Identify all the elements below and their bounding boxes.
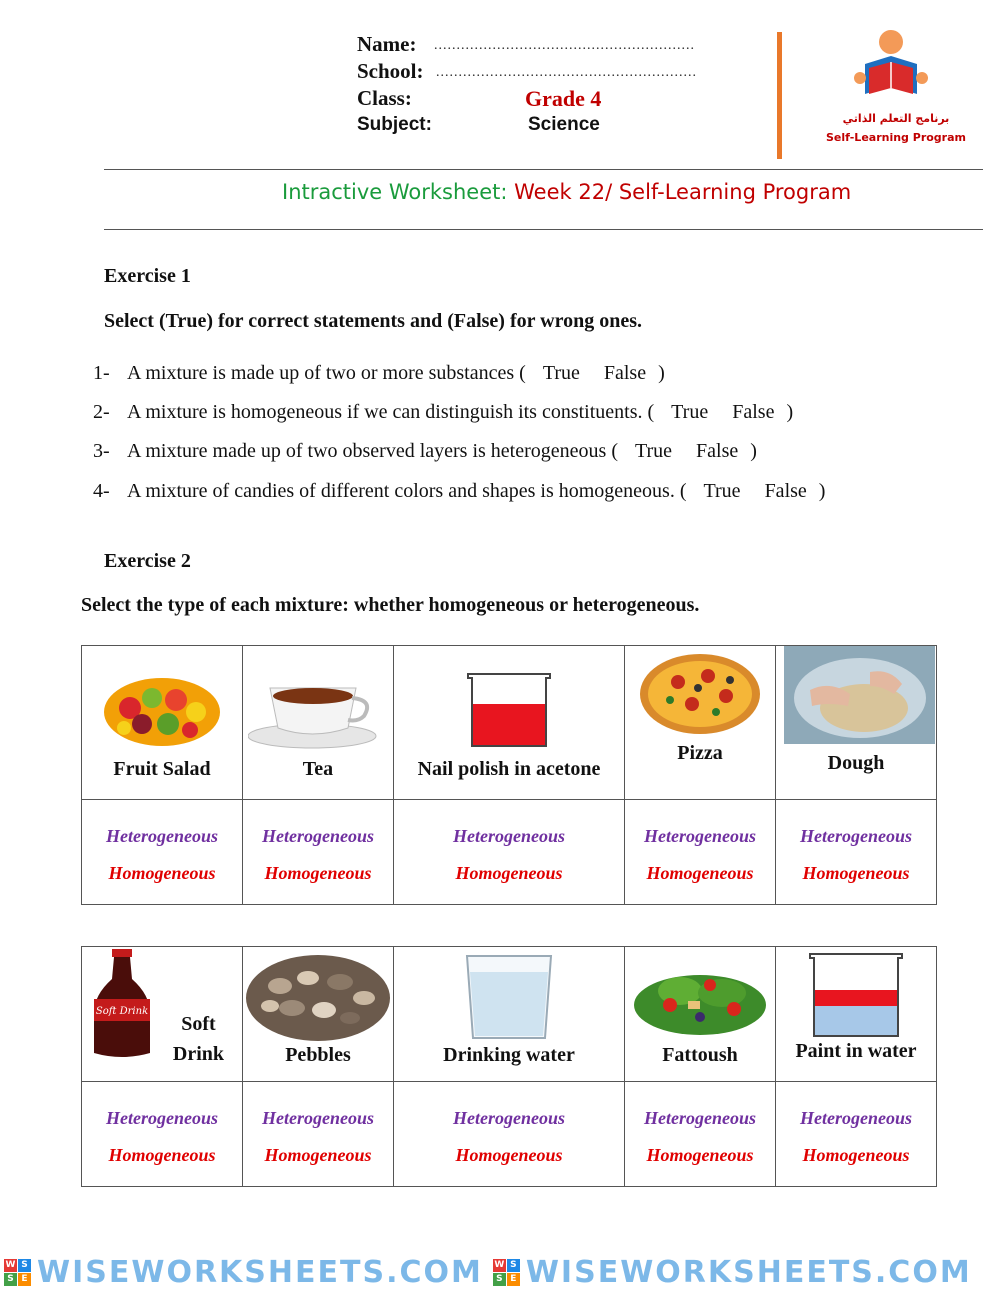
statement-3: 3- A mixture made up of two observed layers is heterogeneous ( True False ) (93, 440, 757, 462)
caption-fruit-salad: Fruit Salad (113, 758, 211, 780)
cell-paint-in-water (776, 947, 937, 1082)
statement-2: 2- A mixture is homogeneous if we can distinguish its constituents. ( True False ) (93, 401, 794, 423)
choice-drinking-water (394, 1082, 625, 1187)
school-label: School: (357, 59, 424, 83)
cell-fruit-salad (82, 646, 243, 800)
exercise1-instruction: Select (True) for correct statements and (False) for wrong ones. (104, 310, 643, 332)
reader-icon (838, 28, 948, 108)
bottle-label: Soft Drink (95, 1006, 149, 1017)
statement-4-true[interactable]: True (703, 480, 741, 502)
cell-fattoush (625, 947, 776, 1082)
fattoush-image (630, 955, 770, 1039)
bottom-rule (104, 229, 983, 230)
fruit-salad-image (102, 670, 222, 750)
watermark-text-2: WISEWORKSHEETS.COM (525, 1254, 972, 1290)
banner-part2: Week 22/ Self-Learning Program (514, 180, 852, 204)
caption-fattoush: Fattoush (662, 1044, 738, 1066)
pebbles-heterogeneous[interactable]: Heterogeneous (262, 1108, 374, 1128)
pizza-image (638, 652, 762, 736)
statement-1: 1- A mixture is made up of two or more substances ( True False ) (93, 362, 665, 384)
school-field[interactable]: .......................................................... (436, 65, 697, 80)
mixture-table-2 (81, 946, 937, 1187)
exercise2-title: Exercise 2 (104, 550, 191, 572)
choice-paint-in-water (776, 1082, 937, 1187)
choice-pebbles (243, 1082, 394, 1187)
logo-arabic: برنامج التعلم الذاتي (842, 112, 950, 125)
paint-in-water-heterogeneous[interactable]: Heterogeneous (800, 1108, 912, 1128)
caption-soft-drink: Soft Drink (172, 1013, 224, 1065)
choice-soft-drink (82, 1082, 243, 1187)
watermark-text-1: WISEWORKSHEETS.COM (37, 1254, 483, 1290)
fattoush-homogeneous[interactable]: Homogeneous (646, 1145, 754, 1165)
statement-1-true[interactable]: True (542, 362, 580, 384)
choice-pizza (625, 800, 776, 905)
choice-fattoush (625, 1082, 776, 1187)
mixture-table-1 (81, 645, 937, 905)
fruit-salad-heterogeneous[interactable]: Heterogeneous (106, 826, 218, 846)
exercise1-title: Exercise 1 (104, 265, 191, 287)
drinking-water-homogeneous[interactable]: Homogeneous (455, 1145, 563, 1165)
statement-4-false[interactable]: False (764, 480, 807, 502)
fattoush-heterogeneous[interactable]: Heterogeneous (644, 1108, 756, 1128)
exercise2-instruction: Select the type of each mixture: whether homogeneous or heterogeneous. (81, 594, 700, 616)
cell-nail-polish (394, 646, 625, 800)
drinking-water-heterogeneous[interactable]: Heterogeneous (453, 1108, 565, 1128)
tea-heterogeneous[interactable]: Heterogeneous (262, 826, 374, 846)
class-label: Class: (357, 86, 412, 110)
choice-tea (243, 800, 394, 905)
nail-polish-heterogeneous[interactable]: Heterogeneous (453, 826, 565, 846)
statement-2-true[interactable]: True (671, 401, 709, 423)
watermark-badge-icon: W S S E (4, 1259, 31, 1286)
caption-drinking-water: Drinking water (443, 1044, 575, 1066)
caption-pizza: Pizza (677, 742, 723, 764)
caption-paint-in-water: Paint in water (795, 1040, 917, 1062)
statement-3-false[interactable]: False (696, 440, 739, 462)
caption-tea: Tea (302, 758, 334, 780)
statement-4: 4- A mixture of candies of different colors and shapes is homogeneous. ( True False ) (93, 480, 826, 502)
fruit-salad-homogeneous[interactable]: Homogeneous (108, 863, 216, 883)
subject-value: Science (528, 114, 600, 135)
statement-3-true[interactable]: True (634, 440, 673, 462)
caption-dough: Dough (827, 752, 885, 774)
logo-text: Self-Learning Program (826, 131, 966, 144)
tea-homogeneous[interactable]: Homogeneous (264, 863, 372, 883)
water-glass-image (463, 954, 555, 1040)
cell-soft-drink (82, 947, 243, 1082)
soft-drink-bottle-image (86, 949, 158, 1059)
choice-dough (776, 800, 937, 905)
pebbles-homogeneous[interactable]: Homogeneous (264, 1145, 372, 1165)
pizza-heterogeneous[interactable]: Heterogeneous (644, 826, 756, 846)
choice-fruit-salad (82, 800, 243, 905)
subject-label: Subject: (357, 114, 432, 135)
soft-drink-homogeneous[interactable]: Homogeneous (108, 1145, 216, 1165)
cell-tea (243, 646, 394, 800)
dough-image (784, 646, 935, 744)
self-learning-logo (826, 28, 966, 150)
beaker-layers-image (806, 950, 906, 1038)
choice-nail-polish (394, 800, 625, 905)
top-rule (104, 169, 983, 170)
statement-1-false[interactable]: False (603, 362, 647, 384)
statement-2-false[interactable]: False (732, 401, 775, 423)
watermark-badge-icon-2: W S S E (493, 1259, 520, 1286)
header-divider (777, 32, 782, 159)
tea-cup-image (248, 670, 388, 750)
watermark (0, 1254, 1000, 1290)
paint-in-water-homogeneous[interactable]: Homogeneous (802, 1145, 910, 1165)
pizza-homogeneous[interactable]: Homogeneous (646, 863, 754, 883)
name-label: Name: (357, 32, 417, 56)
caption-pebbles: Pebbles (285, 1044, 351, 1066)
class-value: Grade 4 (525, 86, 602, 111)
name-field[interactable]: .......................................................... (434, 38, 695, 53)
soft-drink-heterogeneous[interactable]: Heterogeneous (106, 1108, 218, 1128)
worksheet-banner (282, 180, 851, 204)
caption-nail-polish: Nail polish in acetone (417, 758, 601, 780)
beaker-red-image (464, 670, 554, 750)
cell-drinking-water (394, 947, 625, 1082)
pebbles-image (244, 952, 392, 1042)
cell-pizza (625, 646, 776, 800)
nail-polish-homogeneous[interactable]: Homogeneous (455, 863, 563, 883)
cell-dough (776, 646, 937, 800)
dough-heterogeneous[interactable]: Heterogeneous (800, 826, 912, 846)
banner-part1: Intractive Worksheet: (282, 180, 508, 204)
dough-homogeneous[interactable]: Homogeneous (802, 863, 910, 883)
cell-pebbles (243, 947, 394, 1082)
